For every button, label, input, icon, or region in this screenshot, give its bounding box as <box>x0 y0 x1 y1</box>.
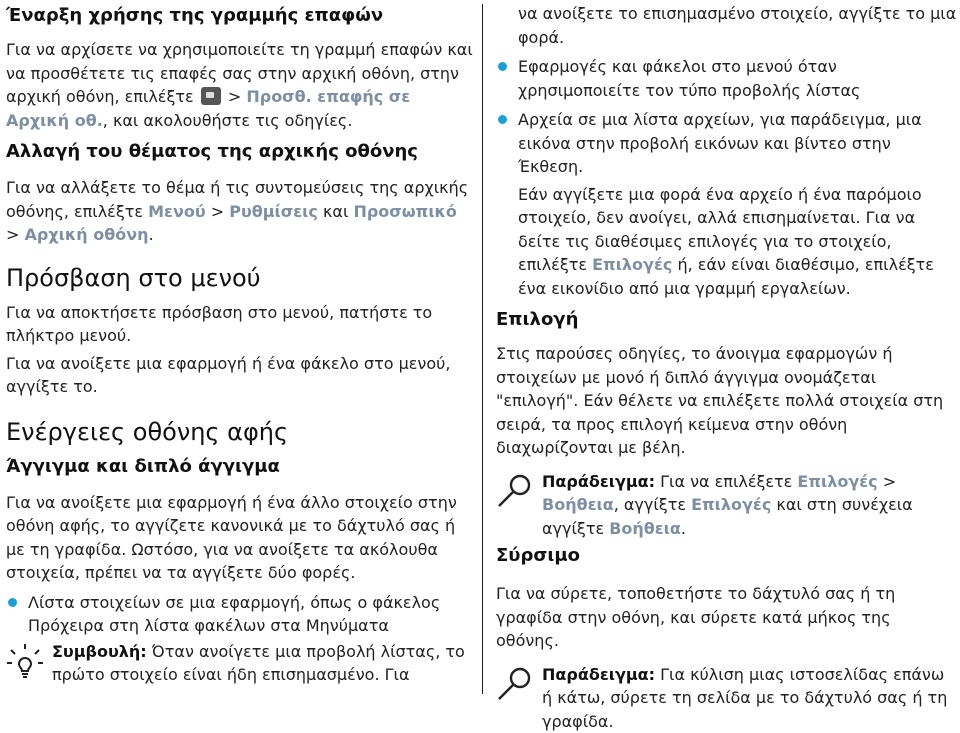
paragraph-menu-key: Για να αποκτήσετε πρόσβαση στο μενού, πατήστε το πλήκτρο μενού. <box>6 301 474 348</box>
bullet-dot <box>498 62 507 71</box>
heading-getting-started: Έναρξη χρήσης της γραμμής επαφών <box>6 4 474 28</box>
paragraph-single-tap: Εάν αγγίξετε μια φορά ένα αρχείο ή ένα παρόμοιο στοιχείο, δεν ανοίγει, αλλά επισημαίνεται. Για να δείτε τις διαθέσιμες επιλογές για το στοιχείο, επιλέξτε Επιλογές ή, εάν είναι διαθέσιμο, επιλέξτε ένα εικονίδιο από μια γραμμή εργαλείων. <box>496 183 958 301</box>
contacts-bar-icon <box>201 87 221 105</box>
heading-tap-double-tap: Άγγιγμα και διπλό άγγιγμα <box>6 455 474 479</box>
example-note: Παράδειγμα: Για να επιλέξετε Επιλογές > Βοήθεια, αγγίξτε Επιλογές και στη συνέχεια αγγίξτε Βοήθεια. <box>496 470 958 541</box>
paragraph-change-theme: Για να αλλάξετε το θέμα ή τις συντομεύσεις της αρχικής οθόνης, επιλέξτε Μενού > Ρυθμίσεις και Προσωπικό > Αρχική οθόνη. <box>6 176 474 247</box>
list-item: Εφαρμογές και φάκελοι στο μενού όταν χρησιμοποιείτε τον τύπο προβολής λίστας <box>496 55 958 102</box>
right-column <box>496 0 958 733</box>
paragraph-drag: Για να σύρετε, τοποθετήστε το δάχτυλό σας ή τη γραφίδα στην οθόνη, και σύρετε κατά μήκος της οθόνης. <box>496 582 958 653</box>
left-column <box>6 0 474 687</box>
lightbulb-icon <box>6 642 44 680</box>
heading-touch-actions: Ενέργειες οθόνης αφής <box>6 417 474 447</box>
heading-selection: Επιλογή <box>496 308 958 332</box>
heading-menu-access: Πρόσβαση στο μενού <box>6 263 474 293</box>
column-divider <box>482 4 483 694</box>
heading-drag: Σύρσιμο <box>496 544 958 568</box>
tip-note: Συμβουλή: Όταν ανοίγετε μια προβολή λίστας, το πρώτο στοιχείο είναι ήδη επισημασμένο. Για <box>6 640 474 687</box>
list-item: Αρχεία σε μια λίστα αρχείων, για παράδειγμα, μια εικόνα στην προβολή εικόνων και βίντεο στην Έκθεση. <box>496 108 958 179</box>
paragraph-contacts-bar: Για να αρχίσετε να χρησιμοποιείτε τη γραμμή επαφών και να προσθέτετε τις επαφές σας στην αρχική οθόνη, στην αρχική οθόνη, επιλέξτε > Προσθ. επαφής σε Αρχική οθ., και ακολουθήστε τις οδηγίες. <box>6 38 474 132</box>
magnifier-icon <box>496 472 534 510</box>
magnifier-icon <box>496 665 534 703</box>
list-item: Λίστα στοιχείων σε μια εφαρμογή, όπως ο φάκελος Πρόχειρα στη λίστα φακέλων στα Μηνύματα <box>6 591 474 638</box>
example-note: Παράδειγμα: Για κύλιση μιας ιστοσελίδας επάνω ή κάτω, σύρετε τη σελίδα με το δάχτυλό σας ή τη γραφίδα. <box>496 663 958 733</box>
bullet-dot <box>8 598 17 607</box>
paragraph-open-app: Για να ανοίξετε μια εφαρμογή ή ένα φάκελο στο μενού, αγγίξτε το. <box>6 352 474 399</box>
bullet-dot <box>498 115 507 124</box>
heading-change-theme: Αλλαγή του θέματος της αρχικής οθόνης <box>6 140 474 164</box>
paragraph-tap: Για να ανοίξετε μια εφαρμογή ή ένα άλλο στοιχείο στην οθόνη αφής, το αγγίζετε κανονικά με το δάχτυλό σας ή με τη γραφίδα. Ωστόσο, για να ανοίξετε τα ακόλουθα στοιχεία, πρέπει να τα αγγίξετε δύο φορές. <box>6 491 474 585</box>
paragraph-selection: Στις παρούσες οδηγίες, το άνοιγμα εφαρμογών ή στοιχείων με μονό ή διπλό άγγιγμα ονομάζεται "επιλογή". Εάν θέλετε να επιλέξετε πολλά στοιχεία στη σειρά, τα προς επιλογή κείμενα στην οθόνη διαχωρίζονται με βέλη. <box>496 342 958 460</box>
paragraph-continued: να ανοίξετε το επισημασμένο στοιχείο, αγγίξτε το μια φορά. <box>496 2 958 49</box>
